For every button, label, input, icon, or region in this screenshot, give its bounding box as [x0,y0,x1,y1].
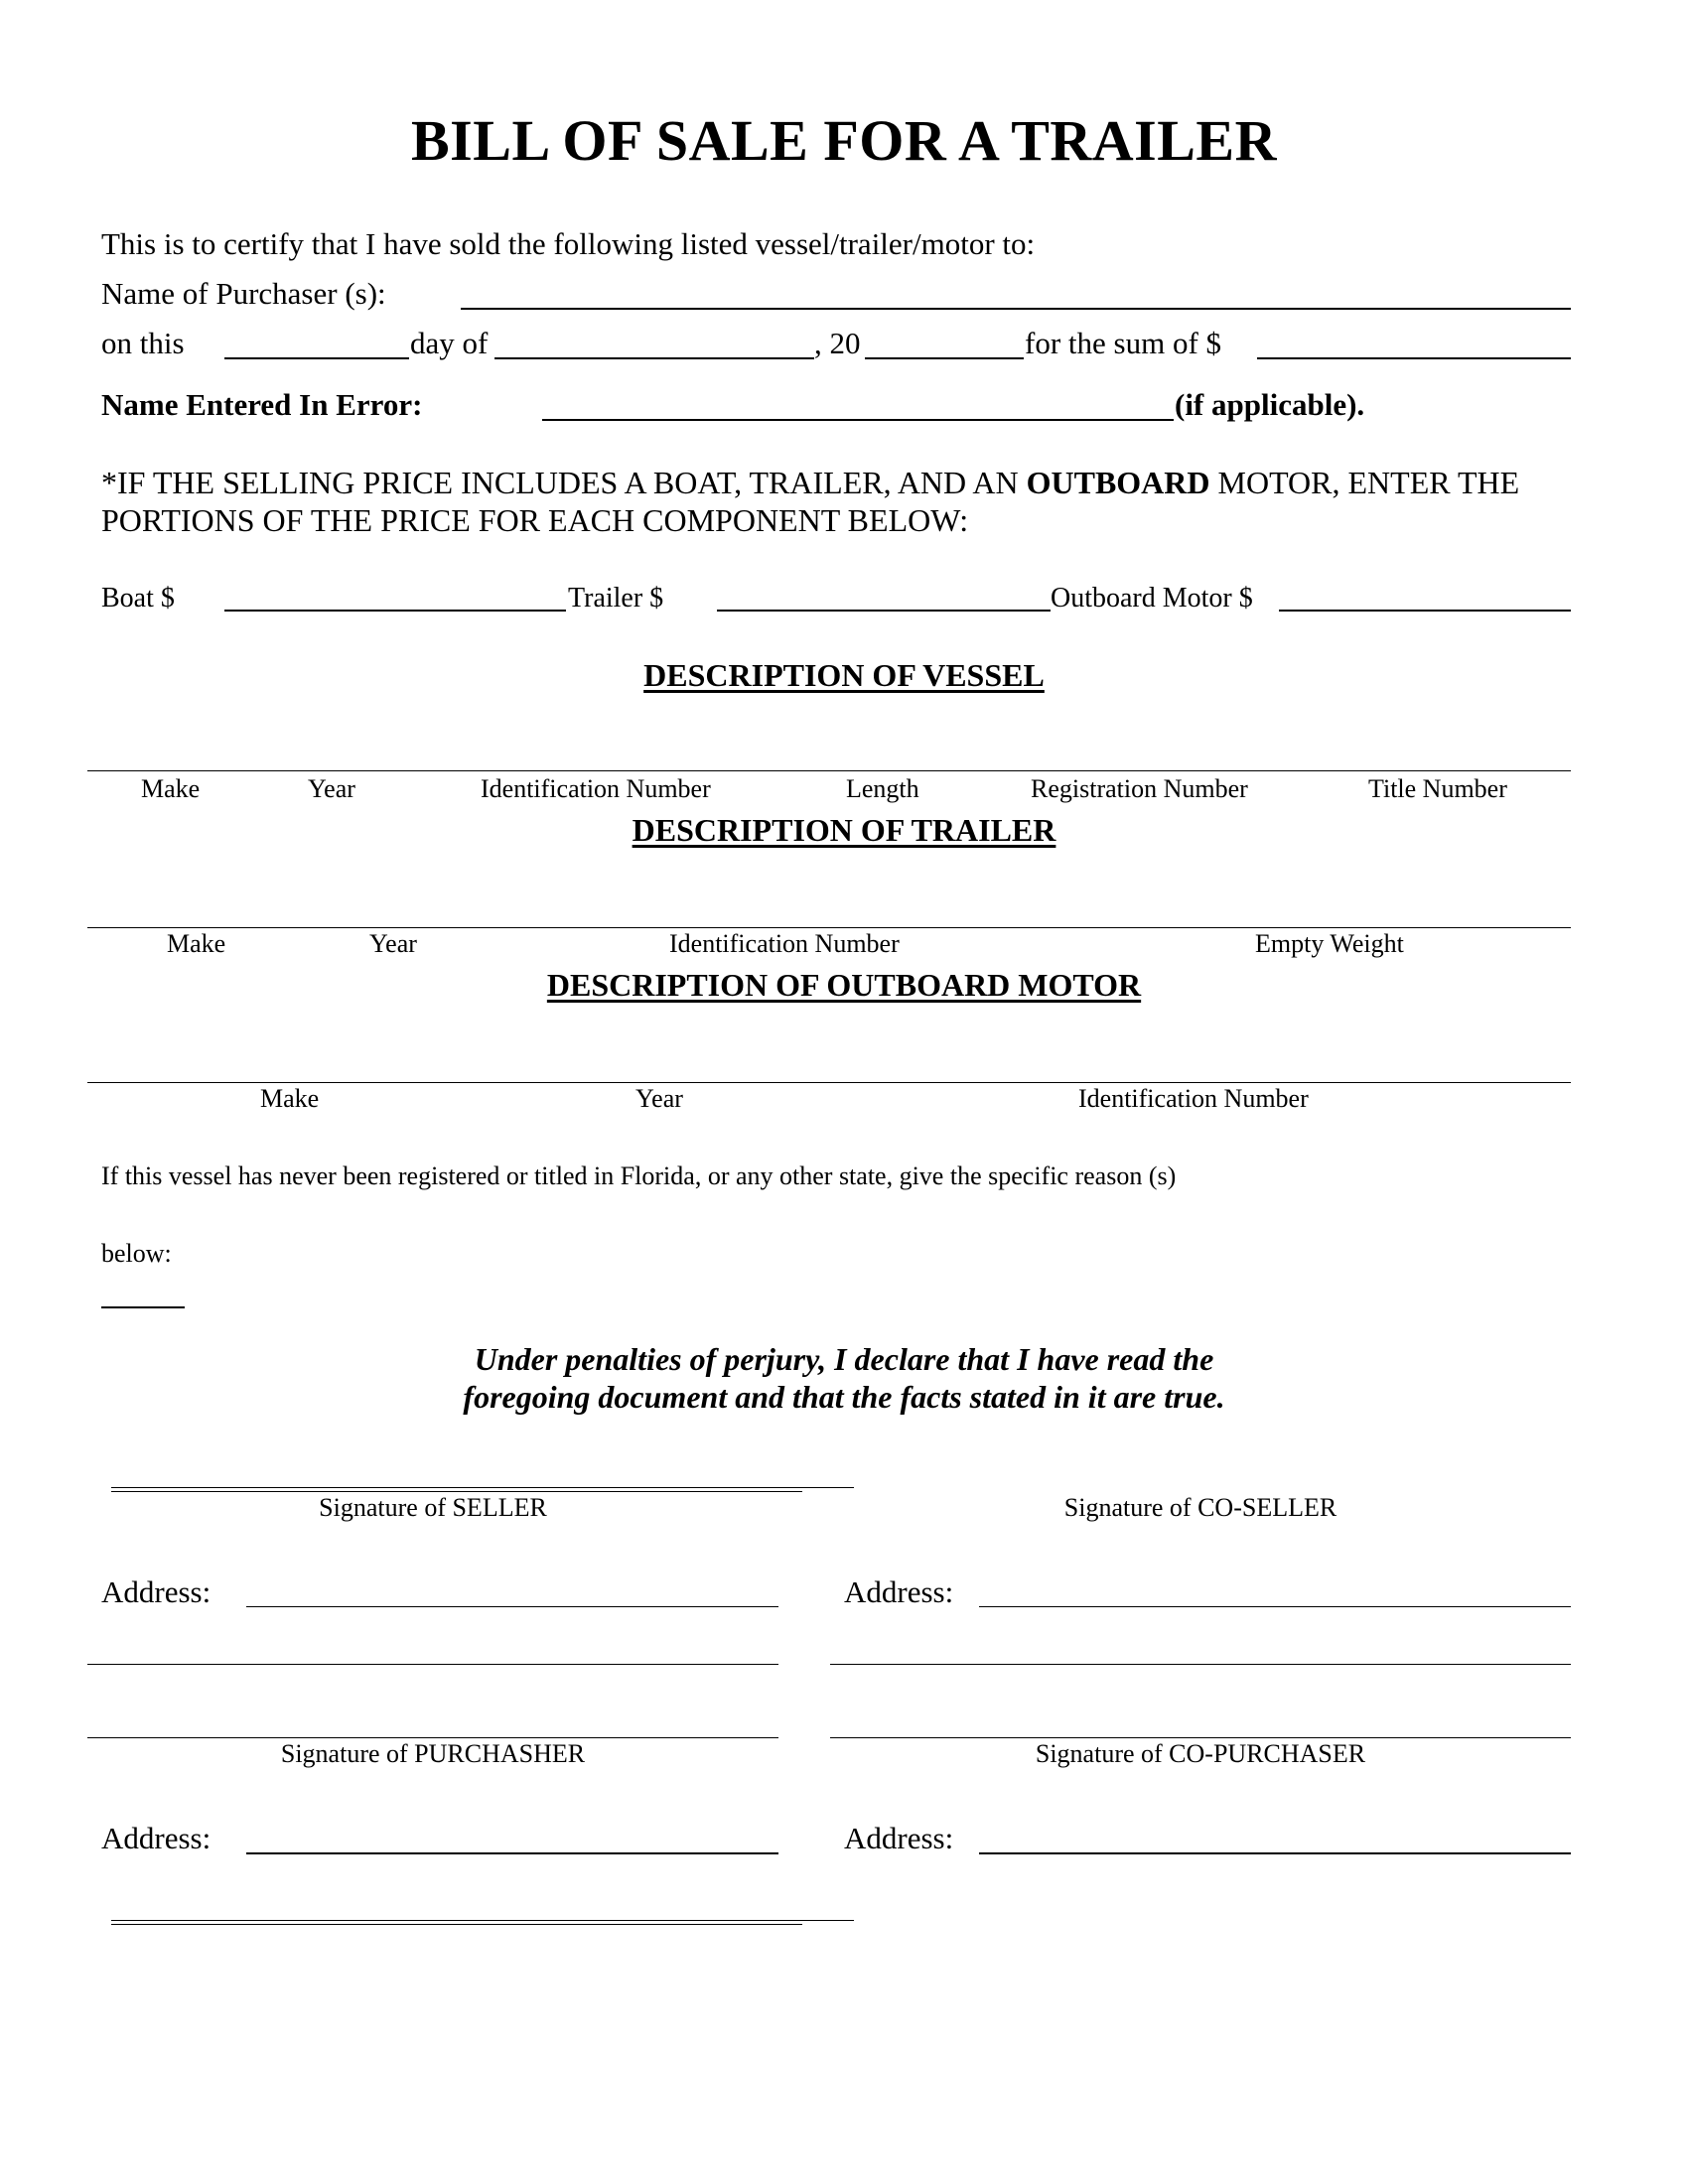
motor-entry-line[interactable] [87,1082,1571,1083]
vessel-col-title: Title Number [1368,774,1507,803]
seller-address-line2[interactable] [87,1664,778,1665]
vessel-col-registration: Registration Number [1031,774,1248,803]
seller-signature-caption: Signature of SELLER [319,1493,547,1522]
month-field[interactable] [494,357,814,359]
purchaser-address-field[interactable] [246,1852,778,1854]
error-label: Name Entered In Error: [101,387,423,422]
purchaser-address-line2-double [111,1924,802,1925]
seller-signature-line-double [111,1491,802,1492]
day-of-label: day of [410,326,489,360]
trailer-price-label: Trailer $ [568,583,664,614]
trailer-heading: DESCRIPTION OF TRAILER [632,812,1056,848]
vessel-col-length: Length [846,774,919,803]
sum-field[interactable] [1257,357,1571,359]
co-purchaser-address-field[interactable] [979,1852,1571,1854]
purchaser-label: Name of Purchaser (s): [101,276,386,311]
motor-col-year: Year [635,1084,683,1113]
notice-bold: OUTBOARD [1026,465,1210,500]
price-notice-line2: PORTIONS OF THE PRICE FOR EACH COMPONENT BELOW: [101,502,969,538]
co-seller-address-line2[interactable] [830,1664,1571,1665]
motor-price-field[interactable] [1279,610,1571,612]
motor-col-id: Identification Number [1078,1084,1309,1113]
trailer-col-id: Identification Number [669,929,900,958]
motor-heading: DESCRIPTION OF OUTBOARD MOTOR [546,967,1142,1003]
document-title: BILL OF SALE FOR A TRAILER [411,108,1277,173]
on-this-label: on this [101,326,185,360]
trailer-price-field[interactable] [717,610,1051,612]
price-notice [101,465,1519,501]
seller-address-field[interactable] [246,1606,778,1607]
error-name-field[interactable] [542,419,1174,421]
co-seller-address-field[interactable] [979,1606,1571,1607]
day-field[interactable] [224,357,409,359]
vessel-col-make: Make [141,774,201,803]
trailer-col-make: Make [167,929,226,958]
purchaser-address-line2[interactable] [111,1920,854,1921]
boat-price-field[interactable] [224,610,566,612]
certify-text: This is to certify that I have sold the following listed vessel/trailer/motor to: [101,226,1036,261]
boat-price-label: Boat $ [101,583,175,614]
co-purchaser-signature-line[interactable] [830,1737,1571,1738]
vessel-col-year: Year [308,774,355,803]
notice-part2: MOTOR, ENTER THE [1209,465,1520,500]
trailer-col-year: Year [369,929,417,958]
motor-price-label: Outboard Motor $ [1051,583,1253,614]
year-prefix-label: , 20 [814,326,861,360]
notice-part1: *IF THE SELLING PRICE INCLUDES A BOAT, TRAILER, AND AN [101,465,1027,500]
trailer-col-weight: Empty Weight [1255,929,1404,958]
purchaser-signature-caption: Signature of PURCHASHER [280,1739,586,1768]
oath-line1: Under penalties of perjury, I declare that I have read the [474,1341,1214,1377]
purchaser-name-field[interactable] [461,308,1571,310]
vessel-col-id: Identification Number [481,774,711,803]
never-registered-below: below: [101,1239,172,1268]
reason-field[interactable] [101,1306,185,1308]
purchaser-signature-line[interactable] [87,1737,778,1738]
purchaser-address-label: Address: [101,1821,211,1855]
vessel-entry-line[interactable] [87,770,1571,771]
co-purchaser-signature-caption: Signature of CO-PURCHASER [1035,1739,1366,1768]
seller-signature-line[interactable] [111,1487,854,1488]
vessel-heading: DESCRIPTION OF VESSEL [643,657,1045,693]
co-purchaser-address-label: Address: [844,1821,954,1855]
motor-col-make: Make [260,1084,320,1113]
oath-line2: foregoing document and that the facts stated in it are true. [463,1379,1225,1415]
sum-label: for the sum of $ [1025,326,1222,360]
seller-address-label: Address: [101,1574,211,1609]
error-suffix: (if applicable). [1175,387,1365,422]
co-seller-signature-caption: Signature of CO-SELLER [1063,1493,1337,1522]
year-field[interactable] [865,357,1024,359]
trailer-entry-line[interactable] [87,927,1571,928]
co-seller-address-label: Address: [844,1574,954,1609]
never-registered-text: If this vessel has never been registered or titled in Florida, or any other state, give the specific reason (s) [101,1161,1177,1190]
